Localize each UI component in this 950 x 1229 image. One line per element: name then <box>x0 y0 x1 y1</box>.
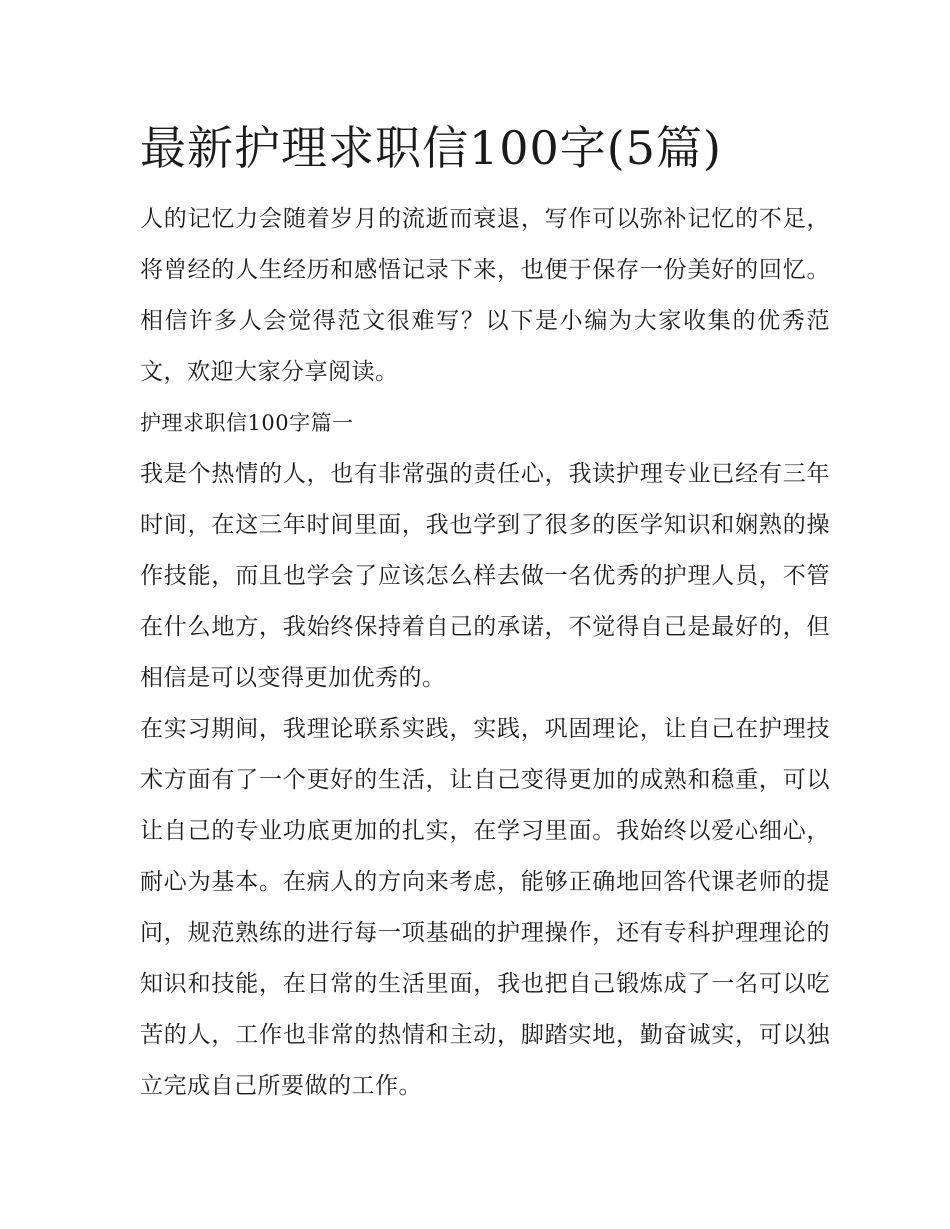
section-heading: 护理求职信100字篇一 <box>140 411 354 435</box>
body-paragraph-2: 在实习期间，我理论联系实践，实践，巩固理论，让自己在护理技术方面有了一个更好的生活，让自己变得更加的成熟和稳重，可以让自己的专业功底更加的扎实，在学习里面。我始终以爱心细心，耐心为基本。在病人的方向来考虑，能够正确地回答代课老师的提问，规范熟练的进行每一项基础的护理操作，还有专科护理理论的知识和技能，在日常的生活里面，我也把自己锻炼成了一名可以吃苦的人，工作也非常的热情和主动，脚踏实地，勤奋诚实，可以独立完成自己所要做的工作。 <box>140 716 830 1099</box>
intro-paragraph: 人的记忆力会随着岁月的流逝而衰退，写作可以弥补记忆的不足，将曾经的人生经历和感悟记录下来，也便于保存一份美好的回忆。相信许多人会觉得范文很难写？以下是小编为大家收集的优秀范文，欢迎大家分享阅读。 <box>140 206 830 385</box>
document-title: 最新护理求职信100字(5篇) <box>140 121 722 175</box>
body-paragraph-1: 我是个热情的人，也有非常强的责任心，我读护理专业已经有三年时间，在这三年时间里面，我也学到了很多的医学知识和娴熟的操作技能，而且也学会了应该怎么样去做一名优秀的护理人员，不管在什么地方，我始终保持着自己的承诺，不觉得自己是最好的，但相信是可以变得更加优秀的。 <box>140 461 830 691</box>
document-body <box>140 110 830 1112</box>
